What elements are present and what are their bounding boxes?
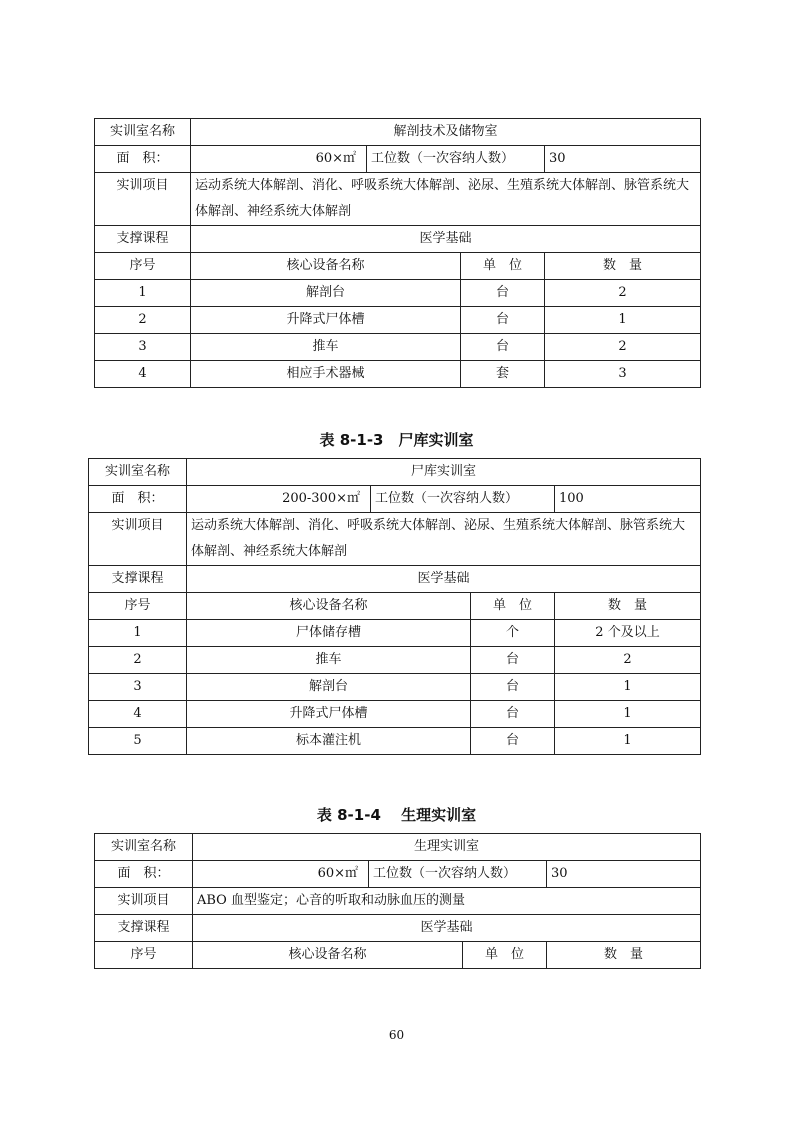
col-qty-header: 数 量	[555, 593, 701, 620]
row-qty: 1	[555, 701, 701, 728]
page-number: 60	[388, 1028, 405, 1042]
table-cadaver-storage-room	[88, 458, 701, 755]
row-no: 1	[89, 620, 187, 647]
table-row	[95, 861, 701, 888]
stations-label: 工位数（一次容纳人数）	[367, 146, 545, 173]
row-no: 5	[89, 728, 187, 755]
col-no-header: 序号	[95, 253, 191, 280]
course-label: 支撑课程	[95, 226, 191, 253]
room-name-label: 实训室名称	[89, 459, 187, 486]
row-no: 3	[89, 674, 187, 701]
table-row	[95, 173, 701, 226]
row-unit: 台	[471, 647, 555, 674]
room-name-value: 解剖技术及储物室	[191, 119, 701, 146]
table-row	[95, 361, 701, 388]
course-value: 医学基础	[187, 566, 701, 593]
row-qty: 3	[545, 361, 701, 388]
project-label: 实训项目	[89, 513, 187, 566]
row-equipment: 相应手术器械	[191, 361, 461, 388]
table-row	[95, 146, 701, 173]
row-no: 2	[95, 307, 191, 334]
table-row	[89, 486, 701, 513]
table-physiology-room	[94, 833, 701, 969]
row-qty: 2	[545, 280, 701, 307]
row-qty: 1	[555, 674, 701, 701]
room-name-value: 尸库实训室	[187, 459, 701, 486]
row-unit: 台	[461, 307, 545, 334]
col-qty-header: 数 量	[547, 942, 701, 969]
row-no: 4	[95, 361, 191, 388]
row-no: 2	[89, 647, 187, 674]
project-label: 实训项目	[95, 173, 191, 226]
table-row	[89, 566, 701, 593]
row-equipment: 升降式尸体槽	[187, 701, 471, 728]
area-label: 面 积：	[95, 146, 191, 173]
table-row	[89, 647, 701, 674]
row-equipment: 解剖台	[187, 674, 471, 701]
table-caption-8-1-3: 表 8-1-3 尸库实训室	[319, 431, 474, 449]
col-no-header: 序号	[89, 593, 187, 620]
row-unit: 台	[461, 280, 545, 307]
project-value: 运动系统大体解剖、消化、呼吸系统大体解剖、泌尿、生殖系统大体解剖、脉管系统大体解剖、神经系统大体解剖	[191, 173, 701, 226]
row-unit: 套	[461, 361, 545, 388]
row-unit: 个	[471, 620, 555, 647]
course-value: 医学基础	[191, 226, 701, 253]
table-row	[89, 513, 701, 566]
table-row	[89, 620, 701, 647]
col-qty-header: 数 量	[545, 253, 701, 280]
row-equipment: 推车	[191, 334, 461, 361]
area-label: 面 积：	[89, 486, 187, 513]
table-caption-8-1-4: 表 8-1-4 生理实训室	[316, 806, 477, 824]
table-row	[95, 307, 701, 334]
row-qty: 2	[555, 647, 701, 674]
row-unit: 台	[461, 334, 545, 361]
row-equipment: 推车	[187, 647, 471, 674]
room-name-label: 实训室名称	[95, 834, 193, 861]
stations-label: 工位数（一次容纳人数）	[369, 861, 547, 888]
row-no: 1	[95, 280, 191, 307]
course-label: 支撑课程	[95, 915, 193, 942]
col-unit-header: 单 位	[463, 942, 547, 969]
row-unit: 台	[471, 674, 555, 701]
row-qty: 1	[555, 728, 701, 755]
stations-value: 30	[545, 146, 701, 173]
row-equipment: 尸体储存槽	[187, 620, 471, 647]
col-equipment-header: 核心设备名称	[191, 253, 461, 280]
row-equipment: 标本灌注机	[187, 728, 471, 755]
row-qty: 2 个及以上	[555, 620, 701, 647]
table-row	[89, 459, 701, 486]
table-row	[89, 728, 701, 755]
row-qty: 1	[545, 307, 701, 334]
stations-label: 工位数（一次容纳人数）	[371, 486, 555, 513]
room-name-label: 实训室名称	[95, 119, 191, 146]
col-unit-header: 单 位	[461, 253, 545, 280]
area-label: 面 积：	[95, 861, 193, 888]
area-value: 60×㎡	[191, 146, 367, 173]
row-no: 3	[95, 334, 191, 361]
table-header-row	[95, 942, 701, 969]
course-value: 医学基础	[193, 915, 701, 942]
table-row	[95, 888, 701, 915]
area-value: 60×㎡	[193, 861, 369, 888]
row-equipment: 升降式尸体槽	[191, 307, 461, 334]
col-no-header: 序号	[95, 942, 193, 969]
stations-value: 30	[547, 861, 701, 888]
table-row	[95, 226, 701, 253]
course-label: 支撑课程	[89, 566, 187, 593]
table-row	[89, 701, 701, 728]
table-row	[95, 834, 701, 861]
table-row	[95, 280, 701, 307]
area-value: 200-300×㎡	[187, 486, 371, 513]
project-value: ABO 血型鉴定；心音的听取和动脉血压的测量	[193, 888, 701, 915]
row-equipment: 解剖台	[191, 280, 461, 307]
row-no: 4	[89, 701, 187, 728]
col-equipment-header: 核心设备名称	[193, 942, 463, 969]
row-unit: 台	[471, 701, 555, 728]
col-unit-header: 单 位	[471, 593, 555, 620]
col-equipment-header: 核心设备名称	[187, 593, 471, 620]
table-row	[95, 119, 701, 146]
room-name-value: 生理实训室	[193, 834, 701, 861]
project-value: 运动系统大体解剖、消化、呼吸系统大体解剖、泌尿、生殖系统大体解剖、脉管系统大体解剖、神经系统大体解剖	[187, 513, 701, 566]
table-header-row	[89, 593, 701, 620]
table-header-row	[95, 253, 701, 280]
table-dissection-storage-room	[94, 118, 701, 388]
row-qty: 2	[545, 334, 701, 361]
table-row	[95, 334, 701, 361]
table-row	[89, 674, 701, 701]
project-label: 实训项目	[95, 888, 193, 915]
row-unit: 台	[471, 728, 555, 755]
table-row	[95, 915, 701, 942]
stations-value: 100	[555, 486, 701, 513]
